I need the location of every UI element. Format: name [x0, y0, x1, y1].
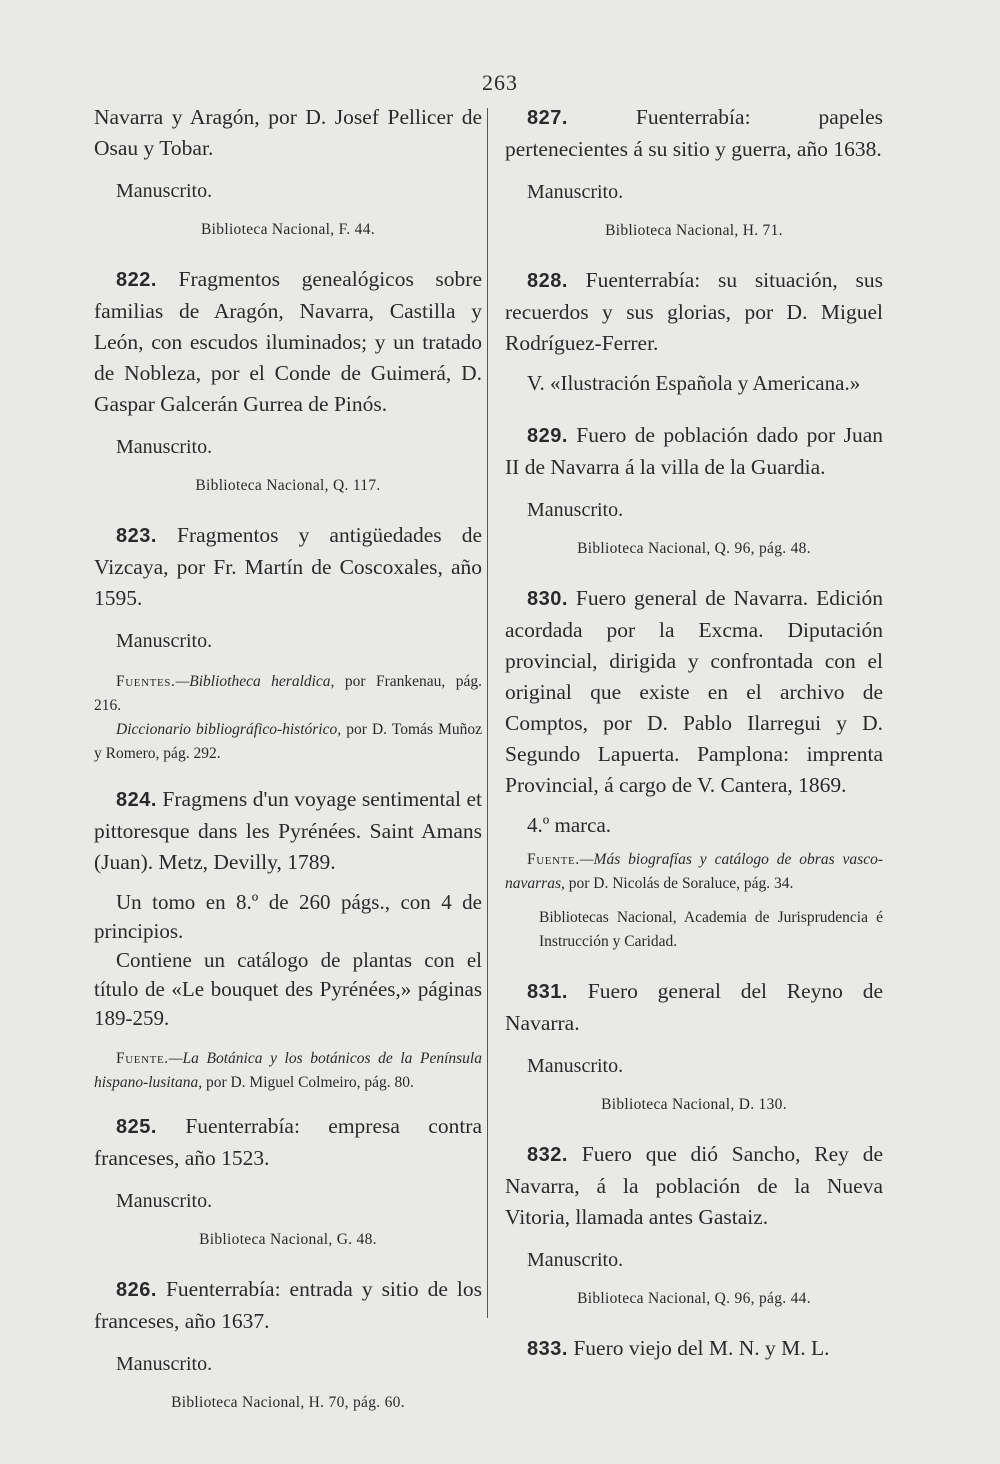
- entry-title: Fragmentos genealógicos sobre familias de Aragón, Navarra, Castilla y León, con escudos iluminados; y un tratado de Nobleza, por el Conde de Guimerá, D. Gaspar Galcerán Gurrea de Pinós.: [94, 267, 482, 416]
- entry-location: Biblioteca Nacional, G. 48.: [199, 1231, 377, 1248]
- entry-text: [505, 1139, 883, 1233]
- entry-note: Manuscrito.: [116, 180, 213, 202]
- entry-number: 824.: [116, 789, 157, 811]
- entry-number: 826.: [116, 1279, 157, 1301]
- entry-text: [94, 784, 482, 878]
- entry-text: [505, 265, 883, 359]
- entry-source: [94, 718, 482, 766]
- source-detail: por Frankenau, pág. 216.: [94, 673, 483, 714]
- entry-text: [505, 1333, 883, 1365]
- entry-title: Fuero general del Reyno de Navarra.: [505, 979, 883, 1035]
- left-column: [94, 102, 482, 1437]
- entry-number: 828.: [527, 270, 568, 292]
- entry-832: [505, 1139, 883, 1311]
- entry-source: [94, 1047, 482, 1095]
- entry-title: Fuero general de Navarra. Edición acordada por la Excma. Diputación provincial, dirigida y confrontada con el original que existe en el archivo de Comptos, por D. Pablo Ilarregui y D. Segundo Lapuerta. Pamplona: imprenta Provincial, á cargo de V. Cantera, 1869.: [505, 586, 884, 797]
- entry-title: Fuero viejo del M. N. y M. L.: [573, 1336, 830, 1360]
- entry-number: 832.: [527, 1144, 568, 1166]
- column-divider: [487, 108, 488, 1318]
- page-number: 263: [482, 70, 518, 95]
- entry-continued: [94, 102, 482, 242]
- source-detail: por D. Tomás Muñoz y Romero, pág. 292.: [94, 721, 483, 762]
- entry-823: [94, 520, 482, 766]
- entry-number: 825.: [116, 1116, 157, 1138]
- entry-text: [505, 976, 883, 1039]
- entry-title: Fragmentos y antigüedades de Vizcaya, por Fr. Martín de Coscoxales, año 1595.: [94, 523, 483, 610]
- entry-location: Bibliotecas Nacional, Academia de Jurisprudencia é Instrucción y Caridad.: [539, 909, 883, 950]
- entry-title: Fuenterrabía: entrada y sitio de los franceses, año 1637.: [94, 1277, 482, 1333]
- entry-title: Fuero de población dado por Juan II de Navarra á la villa de la Guardia.: [505, 423, 883, 479]
- source-label: Fuente.: [527, 851, 580, 868]
- entry-paragraph: V. «Ilustración Española y Americana.»: [527, 371, 861, 395]
- entry-826: [94, 1274, 482, 1415]
- entry-location: Biblioteca Nacional, H. 70, pág. 60.: [171, 1394, 405, 1411]
- entry-828: [505, 265, 883, 398]
- entry-827: [505, 102, 883, 243]
- entry-number: 822.: [116, 269, 157, 291]
- source-title: —Bibliotheca heraldica,: [175, 673, 335, 690]
- entry-note: Manuscrito.: [116, 630, 213, 652]
- entry-note: Manuscrito.: [116, 1190, 213, 1212]
- entry-source: [94, 670, 482, 718]
- entry-location: Biblioteca Nacional, Q. 96, pág. 44.: [577, 1290, 811, 1307]
- entry-note: Manuscrito.: [527, 499, 624, 521]
- source-title: —Más biografías y catálogo de obras vasco-navarras,: [505, 851, 883, 892]
- entry-824: [94, 784, 482, 1095]
- entry-text: Navarra y Aragón, por D. Josef Pellicer de Osau y Tobar.: [94, 105, 482, 160]
- entry-source: [505, 848, 883, 896]
- source-label: Fuente.: [116, 1050, 169, 1067]
- entry-note: Manuscrito.: [527, 1055, 624, 1077]
- entry-text: [505, 102, 883, 165]
- entry-note: Manuscrito.: [527, 181, 624, 203]
- entry-title: Fuenterrabía: su situación, sus recuerdos y sus glorias, por D. Miguel Rodríguez-Ferrer.: [505, 268, 884, 355]
- entry-text: [505, 583, 883, 801]
- entry-text: [505, 420, 883, 483]
- source-title: Diccionario bibliográfico-histórico,: [116, 721, 342, 738]
- entry-822: [94, 264, 482, 498]
- entry-title: Fuenterrabía: empresa contra franceses, año 1523.: [94, 1114, 483, 1170]
- entry-note: Manuscrito.: [527, 1249, 624, 1271]
- entry-number: 831.: [527, 981, 568, 1003]
- entry-text: [94, 520, 482, 614]
- entry-paragraph: 4.º marca.: [527, 813, 612, 837]
- entry-location: Biblioteca Nacional, D. 130.: [601, 1096, 787, 1113]
- entry-text: [94, 1274, 482, 1337]
- entry-paragraph: Un tomo en 8.º de 260 págs., con 4 de principios.: [94, 890, 482, 943]
- entry-location: Biblioteca Nacional, Q. 96, pág. 48.: [577, 540, 811, 557]
- entry-831: [505, 976, 883, 1117]
- entry-note: Manuscrito.: [116, 436, 213, 458]
- entry-number: 823.: [116, 525, 157, 547]
- entry-text: [94, 1111, 482, 1174]
- entry-829: [505, 420, 883, 561]
- entry-location: Biblioteca Nacional, F. 44.: [201, 221, 375, 238]
- entry-number: 827.: [527, 107, 568, 129]
- source-label: Fuentes.: [116, 673, 176, 690]
- right-column: [505, 102, 883, 1375]
- entry-title: Fragmens d'un voyage sentimental et pittoresque dans les Pyrénées. Saint Amans (Juan). Metz, Devilly, 1789.: [94, 787, 482, 874]
- entry-title: Fuero que dió Sancho, Rey de Navarra, á la población de la Nueva Vitoria, llamada antes Gastaiz.: [505, 1142, 883, 1229]
- entry-number: 833.: [527, 1338, 568, 1360]
- entry-paragraph: Contiene un catálogo de plantas con el título de «Le bouquet des Pyrénées,» páginas 189-259.: [94, 948, 482, 1030]
- entry-location: Biblioteca Nacional, H. 71.: [605, 222, 783, 239]
- entry-825: [94, 1111, 482, 1252]
- entry-title: Fuenterrabía: papeles pertenecientes á su sitio y guerra, año 1638.: [505, 105, 883, 161]
- entry-833: [505, 1333, 883, 1365]
- source-detail: por D. Miguel Colmeiro, pág. 80.: [205, 1074, 414, 1091]
- entry-number: 829.: [527, 425, 568, 447]
- source-detail: por D. Nicolás de Soraluce, pág. 34.: [568, 875, 794, 892]
- entry-note: Manuscrito.: [116, 1353, 213, 1375]
- entry-location: Biblioteca Nacional, Q. 117.: [195, 477, 381, 494]
- source-title: —La Botánica y los botánicos de la Península hispano-lusitana,: [94, 1050, 482, 1091]
- entry-text: [94, 264, 482, 420]
- entry-number: 830.: [527, 588, 568, 610]
- entry-830: [505, 583, 883, 954]
